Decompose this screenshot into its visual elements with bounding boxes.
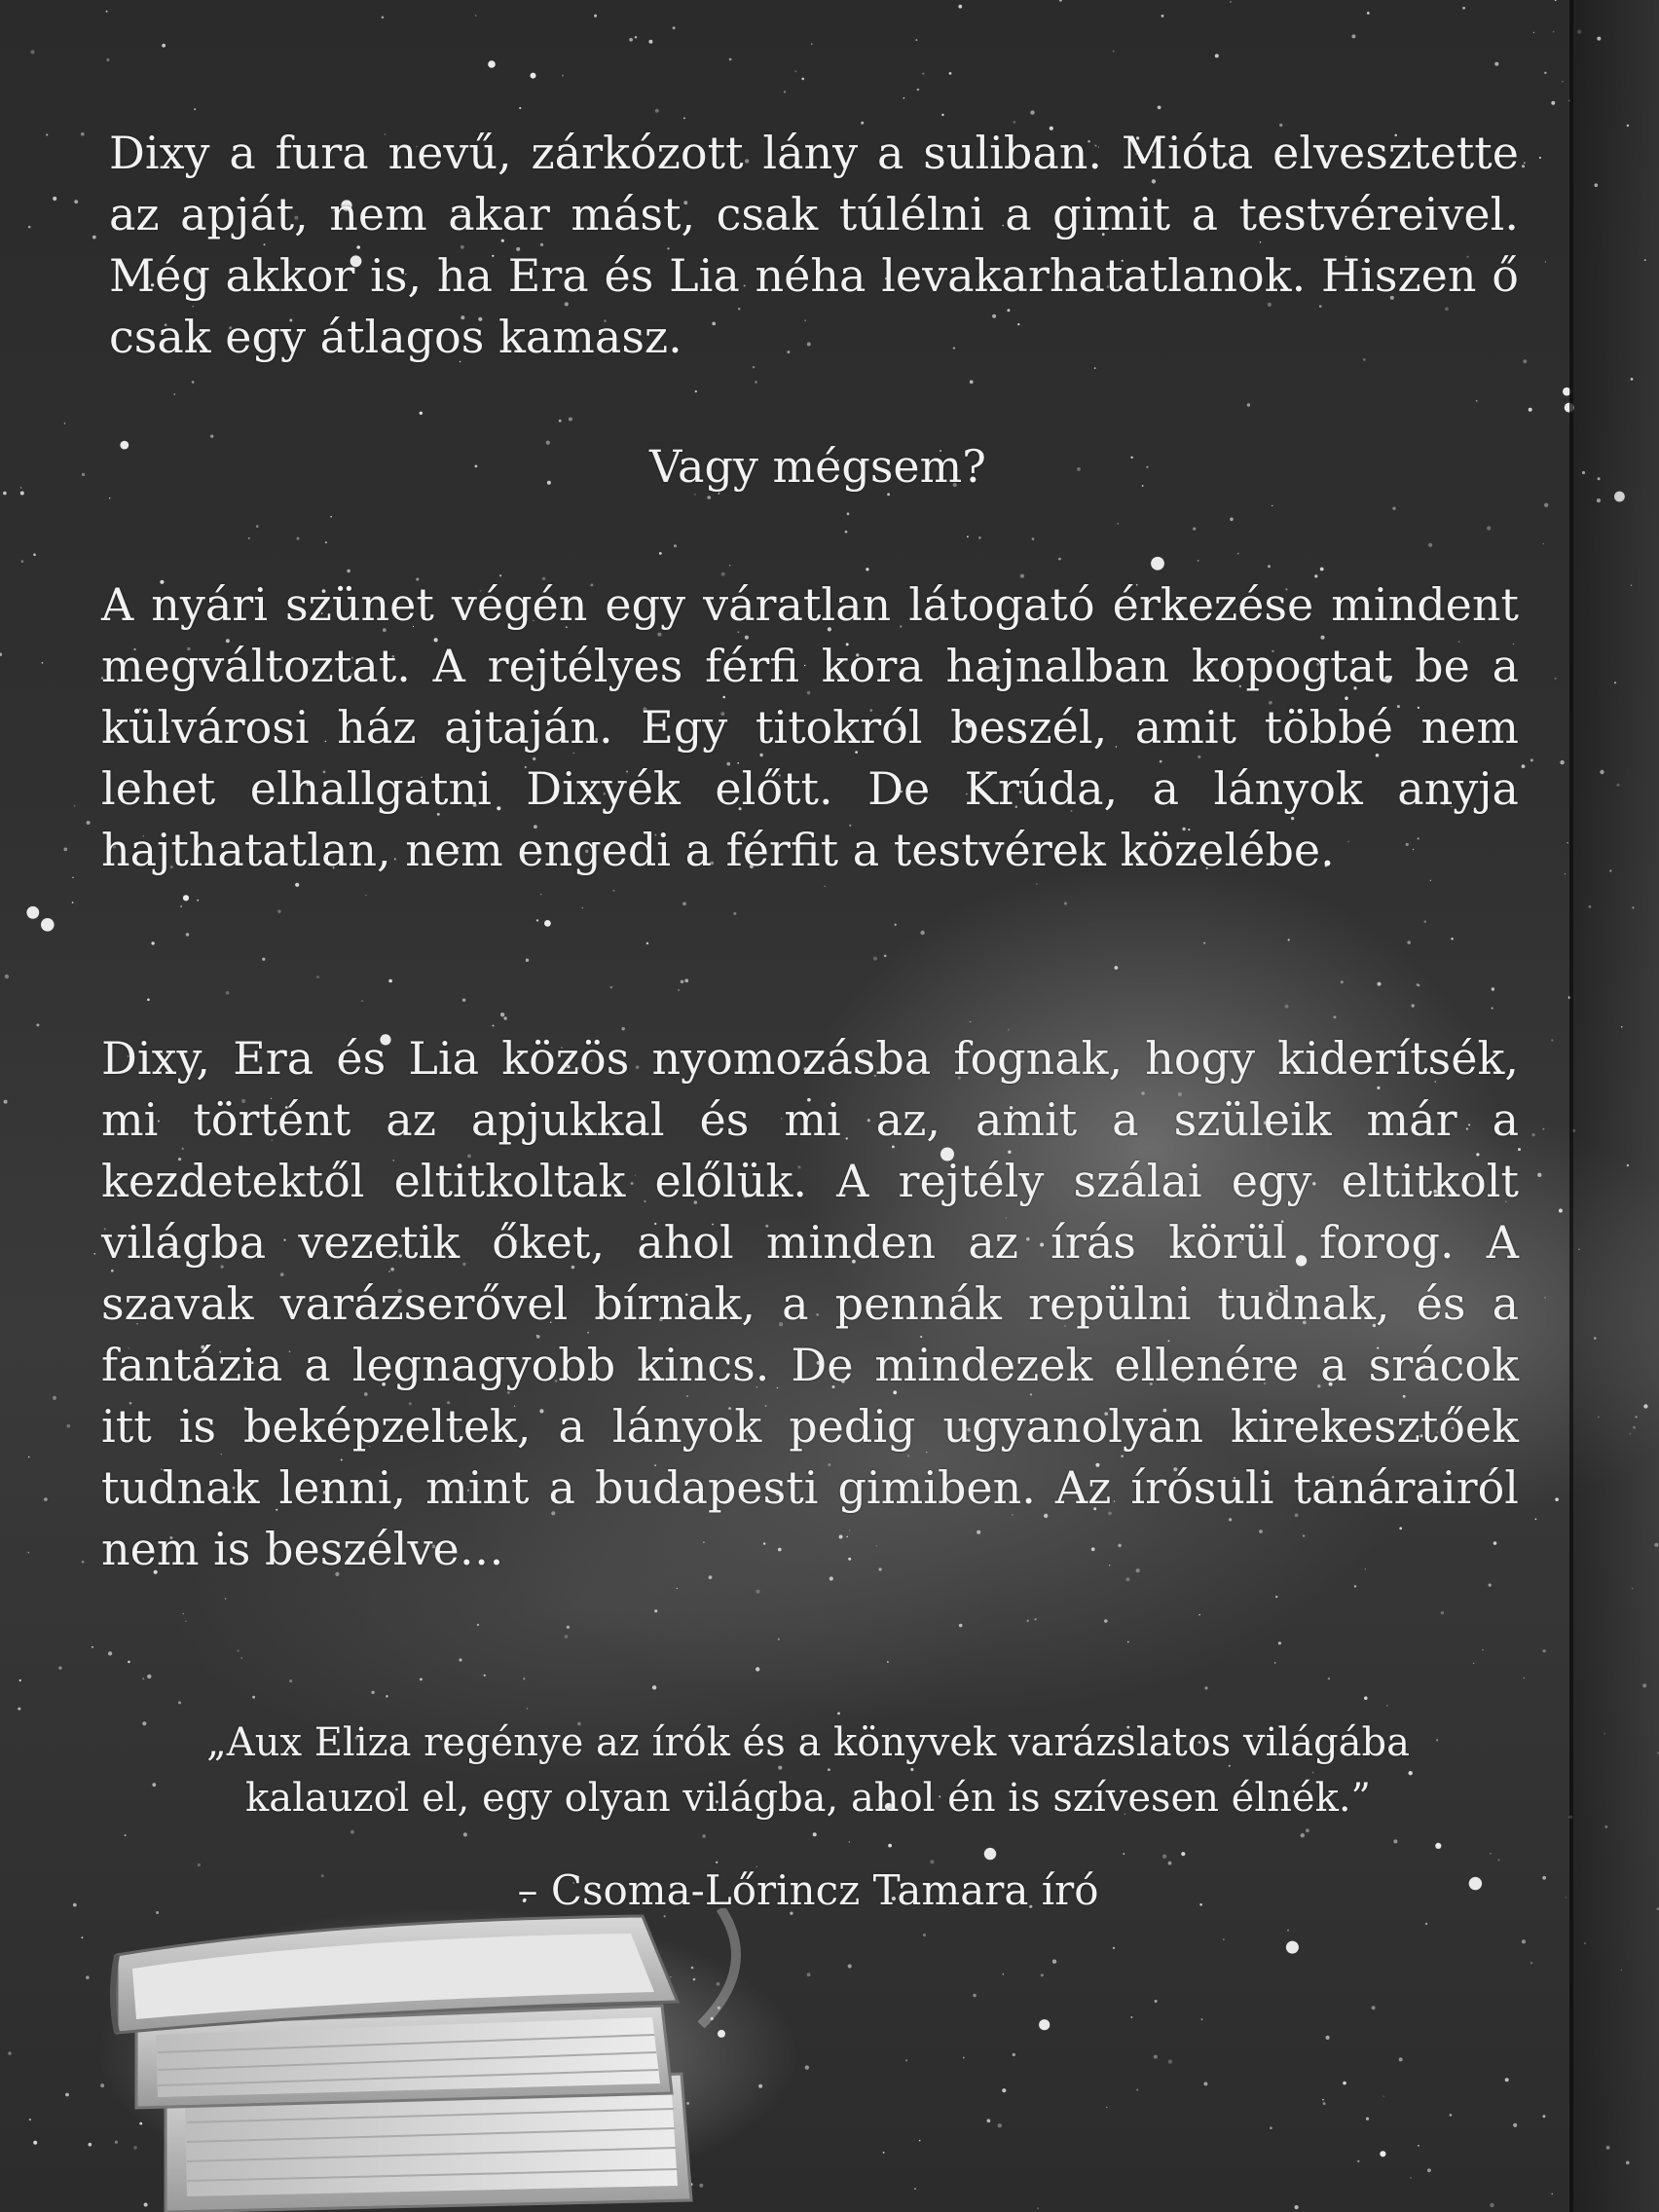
review-quote (97, 1715, 1519, 1826)
review-quote-author: – Csoma-Lőrincz Tamara író (517, 1866, 1099, 1914)
blurb-paragraph-3: Dixy, Era és Lia közös nyomozásba fognak, hogy kiderítsék, mi történt az apjukkal és mi az, amit a szüleik már a kezdetektől eltitkoltak előlük. A rejtély szálai egy eltitkolt világba vezetik őket, ahol minden az írás körül forog. A szavak varázserővel bírnak, a pennák repülni tudnak, és a fantázia a legnagyobb kincs. De mindezek ellenére a srácok itt is beképzeltek, a lányok pedig ugyanolyan kirekesztőek tudnak lenni, mint a budapesti gimiben. Az írósuli tanárairól nem is beszélve… (101, 1032, 1519, 1575)
stacked-books-icon (97, 1908, 798, 2212)
review-quote-line-2: kalauzol el, egy olyan világba, ahol én is szívesen élnék.” (245, 1776, 1371, 1821)
review-quote-line-1: „Aux Eliza regénye az írók és a könyvek varázslatos világába (206, 1720, 1410, 1765)
blurb-paragraph-1: Dixy a fura nevű, zárkózott lány a suliban. Mióta elvesztette az apját, nem akar mást, csak túlélni a gimit a testvéreivel. Még akkor is, ha Era és Lia néha levakarhatatlanok. Hiszen ő csak egy átlagos kamasz. (109, 127, 1519, 363)
blurb-paragraph-2: A nyári szünet végén egy váratlan látogató érkezése mindent megváltoztat. A rejtélyes férfi kora hajnalban kopogtat be a külvárosi ház ajtaján. Egy titokról beszél, amit többé nem lehet elhallgatni Dixyék előtt. De Krúda, a lányok anyja hajthatatlan, nem engedi a férfit a testvérek közelébe. (101, 578, 1519, 876)
blurb-question: Vagy mégsem? (649, 440, 986, 493)
